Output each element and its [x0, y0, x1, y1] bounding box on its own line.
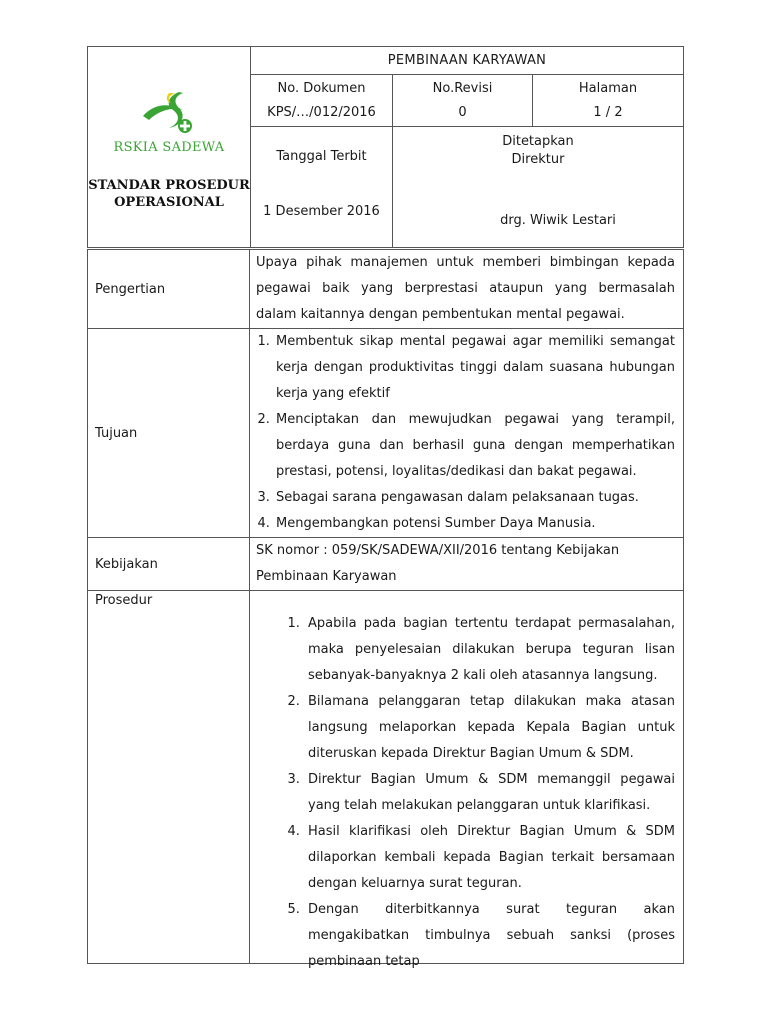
- logo-cell: [88, 47, 251, 248]
- list-item: 2. Menciptakan dan mewujudkan pegawai yang terampil, berdaya guna dan berhasil guna dengan memperhatikan prestasi, potensi, loyalitas/dedikasi dan bakat pegawai.: [274, 407, 675, 485]
- halaman-cell: Halaman 1 / 2: [533, 75, 684, 127]
- list-item: 3. Sebagai sarana pengawasan dalam pelaksanaan tugas.: [274, 485, 675, 511]
- list-item: 2. Bilamana pelanggaran tetap dilakukan maka atasan langsung melaporkan kepada Kepala Bagian untuk diteruskan kepada Direktur Bagian Umum & SDM.: [304, 689, 675, 767]
- label-prosedur: Prosedur: [88, 591, 250, 964]
- row-prosedur: [88, 591, 684, 964]
- list-item: 1. Membentuk sikap mental pegawai agar memiliki semangat kerja dengan produktivitas tinggi dalam suasana hubungan kerja yang efektif: [274, 329, 675, 407]
- list-item: 3. Direktur Bagian Umum & SDM memanggil pegawai yang telah melakukan pelanggaran untuk klarifikasi.: [304, 767, 675, 819]
- sop-header-table: [87, 46, 684, 248]
- label-kebijakan: Kebijakan: [88, 538, 250, 591]
- sop-body-table: [87, 249, 684, 969]
- list-item: 4. Hasil klarifikasi oleh Direktur Bagian Umum & SDM dilaporkan kembali kepada Bagian terkait bersamaan dengan keluarnya surat teguran.: [304, 819, 675, 897]
- no-dokumen-cell: No. Dokumen KPS/…/012/2016: [251, 75, 393, 127]
- prosedur-list: [250, 611, 675, 975]
- pengertian-text: Upaya pihak manajemen untuk memberi bimbingan kepada pegawai baik yang berprestasi ataupun yang bermasalah dalam kaitannya dengan pembentukan mental pegawai.: [250, 250, 684, 329]
- list-item: 4. Mengembangkan potensi Sumber Daya Manusia.: [274, 511, 675, 537]
- row-tujuan: [88, 329, 684, 538]
- no-revisi-cell: No.Revisi 0: [393, 75, 533, 127]
- kebijakan-text: SK nomor : 059/SK/SADEWA/XII/2016 tentang Kebijakan Pembinaan Karyawan: [250, 538, 684, 591]
- label-tujuan: Tujuan: [88, 329, 250, 538]
- sop-title: STANDAR PROSEDUR OPERASIONAL: [88, 177, 250, 210]
- organization-name: RSKIA SADEWA: [113, 139, 225, 155]
- document-title: PEMBINAAN KARYAWAN: [251, 47, 684, 75]
- label-pengertian: Pengertian: [88, 250, 250, 329]
- ditetapkan-cell: Ditetapkan Direktur drg. Wiwik Lestari: [393, 127, 684, 248]
- row-kebijakan: [88, 538, 684, 591]
- row-pengertian: [88, 250, 684, 329]
- tujuan-list: [252, 329, 675, 537]
- list-item: 5. Dengan diterbitkannya surat teguran akan mengakibatkan timbulnya sebuah sanksi (proses pembinaan tetap: [304, 897, 675, 975]
- list-item: 1. Apabila pada bagian tertentu terdapat permasalahan, maka penyelesaian dilakukan berupa teguran lisan sebanyak-banyaknya 2 kali oleh atasannya langsung.: [304, 611, 675, 689]
- signatory-name: drg. Wiwik Lestari: [500, 213, 616, 228]
- tanggal-terbit-cell: Tanggal Terbit 1 Desember 2016: [251, 127, 393, 248]
- hospital-logo-icon: [139, 90, 199, 136]
